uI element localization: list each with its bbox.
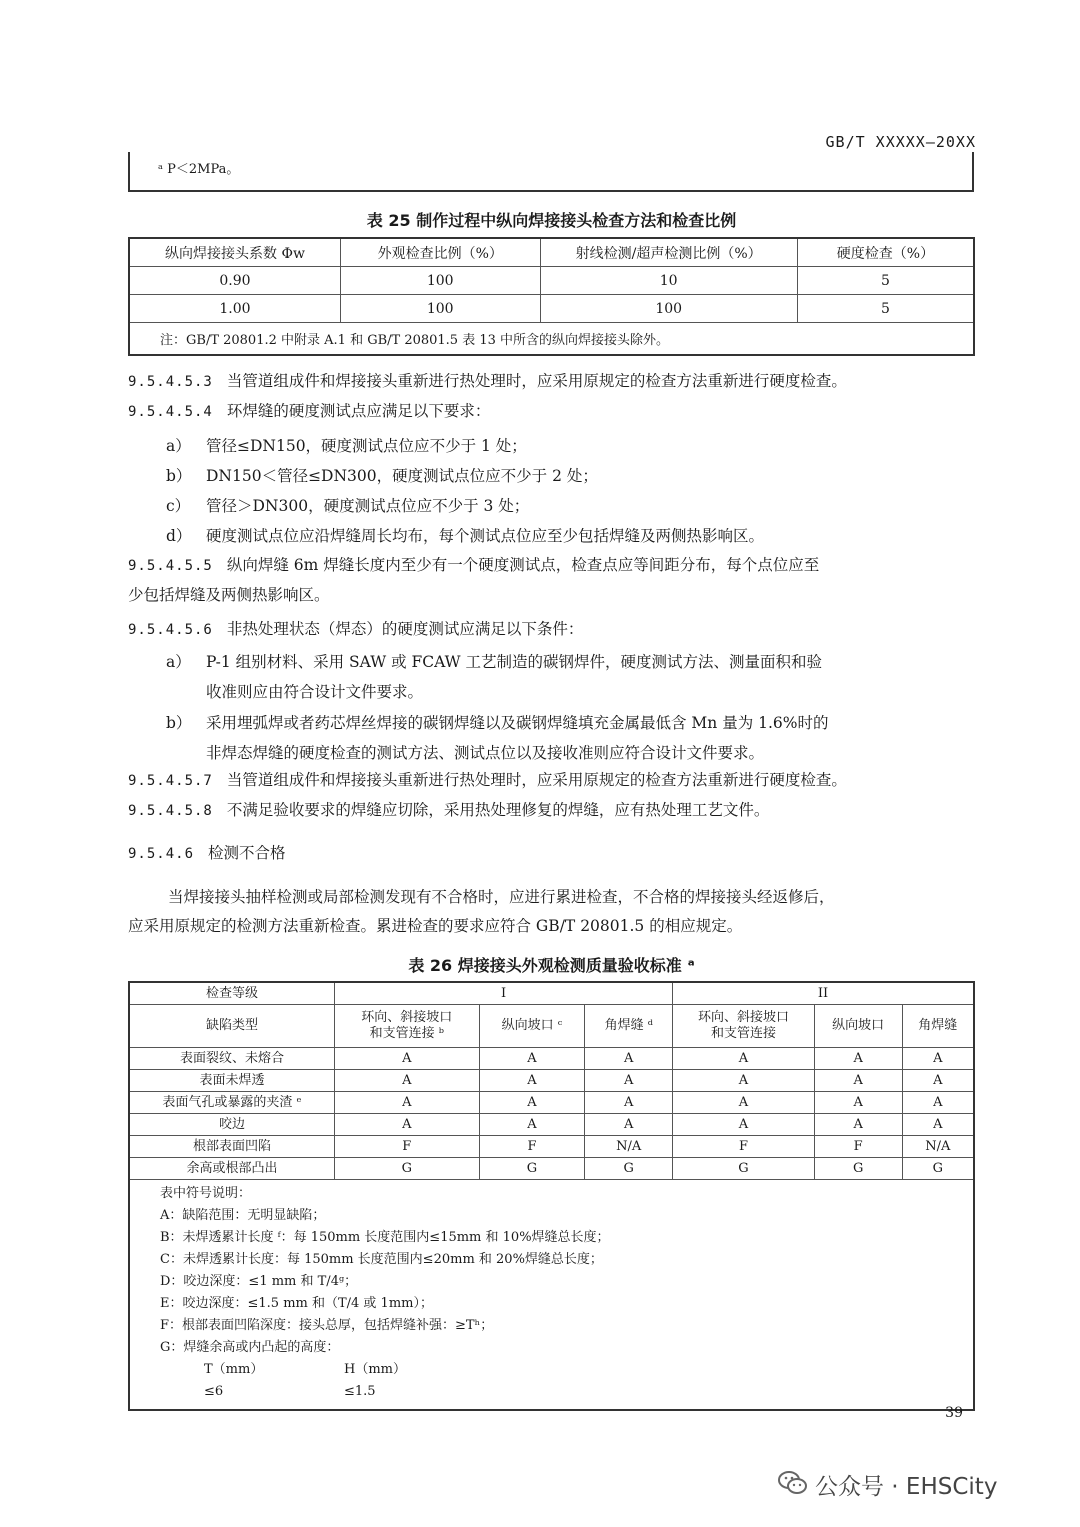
table-cell: 5	[797, 295, 974, 323]
header-cell: 纵向焊接接头系数 Φw	[129, 238, 340, 267]
legend-item-e: E：咬边深度：≤1.5 mm 和（T/4 或 1mm）；	[160, 1296, 433, 1311]
table-cell: G	[814, 1158, 902, 1180]
clause-text: 不满足验收要求的焊缝应切除，采用热处理修复的焊缝，应有热处理工艺文件。	[226, 801, 770, 819]
table-cell: A	[814, 1070, 902, 1092]
clause-number: 9.5.4.5.4	[128, 404, 213, 420]
clause-9-5-4-5-7	[128, 765, 847, 796]
table-26	[128, 981, 975, 1411]
table-row	[129, 1158, 974, 1180]
column-header: 环向、斜接坡口 和支管连接	[673, 1005, 815, 1048]
list-item-text: 采用埋弧焊或者药芯焊丝焊接的碳钢焊缝以及碳钢焊缝填充金属最低含 Mn 量为 1.6%时的	[206, 714, 829, 732]
table-cell: A	[585, 1070, 673, 1092]
legend-val-h: ≤1.5	[344, 1384, 376, 1399]
header-cell: 外观检查比例（%）	[340, 238, 540, 267]
table-cell: G	[479, 1158, 585, 1180]
list-item-text: DN150＜管径≤DN300，硬度测试点位应不少于 2 处；	[206, 467, 598, 485]
legend-item-b: B：未焊透累计长度 ᶠ：每 150mm 长度范围内≤15mm 和 10%焊缝总长度；	[160, 1230, 610, 1245]
legend-item-d: D：咬边深度：≤1 mm 和 T/4ᵍ；	[160, 1274, 358, 1289]
table-cell: A	[334, 1092, 479, 1114]
symbol-legend	[129, 1180, 974, 1411]
list-marker: a）	[166, 653, 191, 671]
clause-9-5-4-5-6	[128, 614, 583, 645]
table-row	[129, 1048, 974, 1070]
clause-text: 环焊缝的硬度测试点应满足以下要求：	[226, 402, 491, 420]
column-header: 纵向坡口	[814, 1005, 902, 1048]
table-cell: 10	[540, 267, 797, 295]
table-cell: 0.90	[129, 267, 340, 295]
clause-9-5-4-5-3	[128, 366, 847, 397]
column-header: 角焊缝 ᵈ	[585, 1005, 673, 1048]
table-row	[129, 1136, 974, 1158]
table-cell: A	[814, 1114, 902, 1136]
list-marker: b）	[166, 714, 192, 732]
table-cell: A	[814, 1092, 902, 1114]
clause-9-5-4-5-5	[128, 550, 819, 581]
table-cell: A	[334, 1048, 479, 1070]
table-row	[129, 267, 974, 295]
table-cell: A	[479, 1070, 585, 1092]
doc-code: GB/T XXXXX—20XX	[825, 133, 976, 151]
grade-label-cell: 检查等级	[129, 982, 334, 1005]
table-cell: A	[902, 1048, 974, 1070]
clause-9-5-4-5-8	[128, 795, 769, 826]
row-label: 咬边	[129, 1114, 334, 1136]
list-item	[166, 650, 822, 672]
clause-number: 9.5.4.5.3	[128, 374, 213, 390]
previous-table-footnote-box	[128, 152, 974, 192]
table-cell: A	[334, 1114, 479, 1136]
table-cell: A	[673, 1092, 815, 1114]
header-cell: 射线检测/超声检测比例（%）	[540, 238, 797, 267]
table-row	[129, 1114, 974, 1136]
list-item	[166, 711, 829, 733]
table-cell: A	[814, 1048, 902, 1070]
clause-number: 9.5.4.5.7	[128, 773, 213, 789]
table-cell: A	[902, 1092, 974, 1114]
clause-text: 纵向焊缝 6m 焊缝长度内至少有一个硬度测试点，检查点应等间距分布，每个点位应至	[226, 556, 820, 574]
table-cell: G	[334, 1158, 479, 1180]
table-cell: A	[479, 1114, 585, 1136]
header-cell: 硬度检查（%）	[797, 238, 974, 267]
table-cell: A	[673, 1070, 815, 1092]
grade-header-row	[129, 982, 974, 1005]
table-cell: N/A	[902, 1136, 974, 1158]
column-header: 纵向坡口 ᶜ	[479, 1005, 585, 1048]
list-item-text: P-1 组别材料、采用 SAW 或 FCAW 工艺制造的碳钢焊件，硬度测试方法、测量面积和验	[206, 653, 823, 671]
column-header: 角焊缝	[902, 1005, 974, 1048]
table-cell: F	[673, 1136, 815, 1158]
table-cell: F	[334, 1136, 479, 1158]
table-cell: A	[585, 1048, 673, 1070]
legend-item-c: C：未焊透累计长度：每 150mm 长度范围内≤20mm 和 20%焊缝总长度；	[160, 1252, 603, 1267]
wechat-icon	[778, 1470, 808, 1496]
legend-subtable-header	[160, 1359, 973, 1381]
legend-item-g: G：焊缝余高或内凸起的高度：	[160, 1340, 340, 1355]
table-cell: A	[585, 1114, 673, 1136]
list-item-continuation: 收准则应由符合设计文件要求。	[206, 683, 424, 701]
list-item	[166, 434, 527, 456]
table-cell: G	[902, 1158, 974, 1180]
table-row	[129, 1092, 974, 1114]
legend-title: 表中符号说明：	[160, 1186, 252, 1201]
table-cell: G	[585, 1158, 673, 1180]
section-paragraph-line: 当焊接接头抽样检测或局部检测发现有不合格时，应进行累进检查，不合格的焊接接头经返修后，	[168, 888, 835, 906]
list-marker: c）	[166, 497, 191, 515]
table-25-caption: 表 25 制作过程中纵向焊接接头检查方法和检查比例	[366, 211, 737, 230]
defect-type-label: 缺陷类型	[129, 1005, 334, 1048]
legend-item-a: A：缺陷范围：无明显缺陷；	[160, 1208, 326, 1223]
page-number: 39	[945, 1405, 963, 1421]
section-number: 9.5.4.6	[128, 846, 195, 862]
table-cell: G	[673, 1158, 815, 1180]
legend-row	[129, 1180, 974, 1411]
table-cell: F	[814, 1136, 902, 1158]
table-cell: N/A	[585, 1136, 673, 1158]
grade-1-cell: I	[334, 982, 672, 1005]
clause-text: 非热处理状态（焊态）的硬度测试应满足以下条件：	[226, 620, 584, 638]
clause-9-5-4-5-4	[128, 396, 490, 427]
clause-text: 当管道组成件和焊接接头重新进行热处理时，应采用原规定的检查方法重新进行硬度检查。	[226, 372, 847, 390]
list-item	[166, 464, 598, 486]
table-row	[129, 1070, 974, 1092]
table-cell: A	[673, 1048, 815, 1070]
list-item-continuation: 非焊态焊缝的硬度检查的测试方法、测试点位以及接收准则应符合设计文件要求。	[206, 744, 765, 762]
row-label: 表面裂纹、未熔合	[129, 1048, 334, 1070]
table-cell: A	[902, 1114, 974, 1136]
table-cell: A	[902, 1070, 974, 1092]
section-paragraph-line: 应采用原规定的检测方法重新检查。累进检查的要求应符合 GB/T 20801.5 的相应规定。	[128, 917, 743, 935]
legend-val-t: ≤6	[204, 1384, 224, 1399]
section-heading	[128, 838, 286, 869]
legend-item-f: F：根部表面凹陷深度：接头总厚，包括焊缝补强：≥Tʰ；	[160, 1318, 494, 1333]
table-row	[129, 295, 974, 323]
list-item-text: 管径≤DN150，硬度测试点位应不少于 1 处；	[206, 437, 527, 455]
row-label: 余高或根部凸出	[129, 1158, 334, 1180]
table-cell: A	[479, 1048, 585, 1070]
table-cell: A	[585, 1092, 673, 1114]
column-header: 环向、斜接坡口 和支管连接 ᵇ	[334, 1005, 479, 1048]
footnote-text: ᵃ P＜2MPa。	[158, 162, 240, 177]
column-header-row	[129, 1005, 974, 1048]
table-26-caption: 表 26 焊接接头外观检测质量验收标准 ᵃ	[408, 956, 695, 975]
list-marker: b）	[166, 467, 192, 485]
list-item	[166, 524, 764, 546]
table-cell: 5	[797, 267, 974, 295]
table-cell: A	[334, 1070, 479, 1092]
legend-col-h: H（mm）	[344, 1362, 406, 1377]
table-header-row	[129, 238, 974, 267]
table-note: 注：GB/T 20801.2 中附录 A.1 和 GB/T 20801.5 表 13 中所含的纵向焊接接头除外。	[129, 323, 974, 356]
grade-2-cell: II	[673, 982, 974, 1005]
legend-col-t: T（mm）	[204, 1362, 264, 1377]
legend-subtable-row	[160, 1381, 973, 1403]
clause-number: 9.5.4.5.5	[128, 558, 213, 574]
table-25	[128, 237, 975, 356]
table-note-row	[129, 323, 974, 356]
table-cell: A	[673, 1114, 815, 1136]
wechat-watermark: 公众号 · EHSCity	[815, 1474, 998, 1500]
list-item	[166, 494, 529, 516]
table-cell: 1.00	[129, 295, 340, 323]
clause-continuation: 少包括焊缝及两侧热影响区。	[128, 586, 330, 604]
clause-number: 9.5.4.5.8	[128, 803, 213, 819]
clause-text: 当管道组成件和焊接接头重新进行热处理时，应采用原规定的检查方法重新进行硬度检查。	[226, 771, 847, 789]
table-cell: A	[479, 1092, 585, 1114]
clause-number: 9.5.4.5.6	[128, 622, 213, 638]
table-cell: F	[479, 1136, 585, 1158]
list-item-text: 硬度测试点位应沿焊缝周长均布，每个测试点位应至少包括焊缝及两侧热影响区。	[206, 527, 765, 545]
section-title: 检测不合格	[208, 844, 286, 862]
row-label: 表面气孔或暴露的夹渣 ᵉ	[129, 1092, 334, 1114]
table-cell: 100	[340, 267, 540, 295]
table-cell: 100	[340, 295, 540, 323]
table-cell: 100	[540, 295, 797, 323]
row-label: 表面未焊透	[129, 1070, 334, 1092]
list-marker: a）	[166, 437, 191, 455]
list-item-text: 管径＞DN300，硬度测试点位应不少于 3 处；	[206, 497, 530, 515]
row-label: 根部表面凹陷	[129, 1136, 334, 1158]
list-marker: d）	[166, 527, 192, 545]
